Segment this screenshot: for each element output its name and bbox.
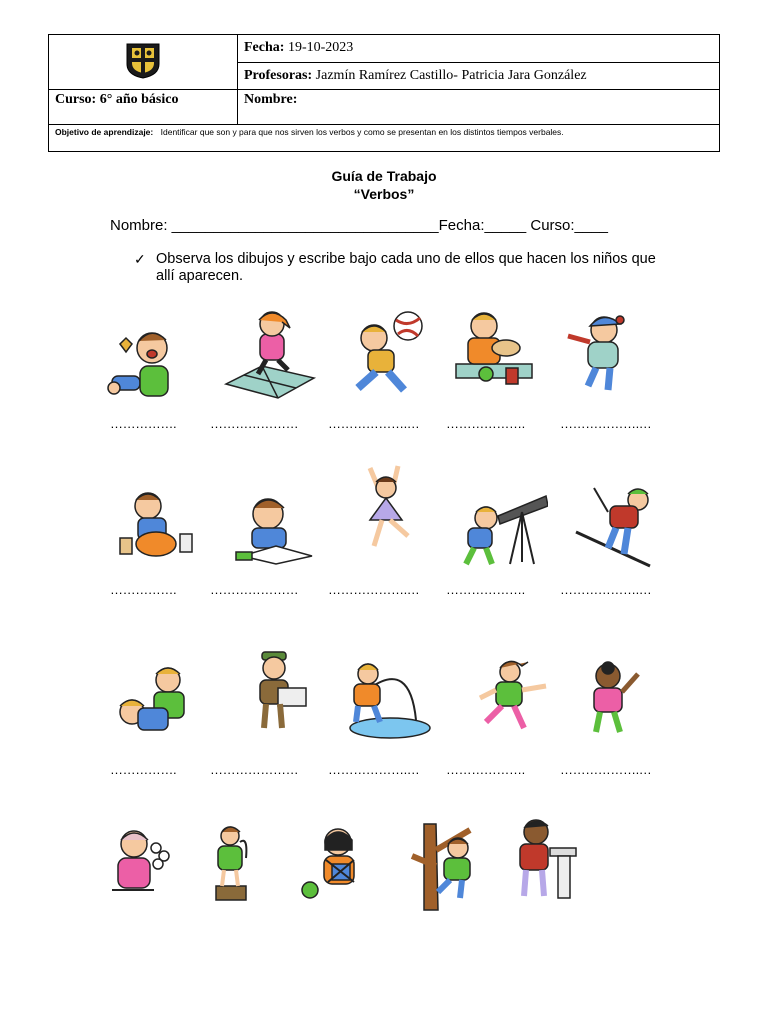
answer-line[interactable]: ………………… xyxy=(210,582,299,597)
boy-reading-icon xyxy=(228,484,324,580)
answer-line[interactable]: ……………….… xyxy=(560,762,652,777)
nombre-cell: Nombre: xyxy=(238,90,720,125)
answer-line[interactable]: ……………….… xyxy=(560,416,652,431)
answer-line[interactable]: ………………. xyxy=(446,582,525,597)
boy-skiing-icon xyxy=(568,478,664,574)
girl-rollerskating-icon xyxy=(466,652,562,748)
header-table xyxy=(48,34,720,152)
page-title xyxy=(0,167,768,203)
boy-eating-icon xyxy=(450,306,546,402)
girl-smelling-flowers-icon xyxy=(104,820,200,916)
objetivo-cell xyxy=(49,125,720,152)
instruction xyxy=(136,251,656,285)
answer-line[interactable]: ……………. xyxy=(110,416,177,431)
profesoras-cell xyxy=(238,62,720,90)
boy-ball-icon xyxy=(346,306,442,402)
fecha-label: Fecha: xyxy=(244,40,285,56)
objetivo-label: Objetivo de aprendizaje: xyxy=(55,127,154,137)
profesoras-label: Profesoras: xyxy=(244,67,313,83)
answer-line[interactable]: ………………. xyxy=(446,416,525,431)
fecha-value: 19-10-2023 xyxy=(287,40,354,56)
title-line-1: Guía de Trabajo xyxy=(331,168,437,184)
boy-climbing-tree-icon xyxy=(404,820,500,916)
student-info-line: Nombre: ________________________________Fecha:_____ Curso:____ xyxy=(110,217,608,234)
scout-boy-icon xyxy=(234,644,330,740)
girl-fishing-icon xyxy=(340,650,436,746)
girl-ballet-icon xyxy=(340,462,436,558)
boys-wrestling-icon xyxy=(108,648,204,744)
girl-singing-icon xyxy=(578,648,674,744)
objetivo-text: Identificar que son y para que nos sirven los verbos y como se presentan en los distintos tiempos verbales. xyxy=(160,127,564,137)
child-crying-icon xyxy=(106,314,202,410)
answer-line[interactable]: ……………. xyxy=(110,582,177,597)
fecha-cell xyxy=(238,35,720,63)
answer-line[interactable]: ……………….… xyxy=(328,582,420,597)
girl-painting-icon xyxy=(208,818,304,914)
title-line-2: “Verbos” xyxy=(353,186,415,202)
answer-line[interactable]: ………………… xyxy=(210,762,299,777)
answer-line[interactable]: ……………….… xyxy=(560,582,652,597)
answer-line[interactable]: ………………… xyxy=(210,416,299,431)
school-logo-cell xyxy=(49,35,238,90)
checkmark-icon: ✓ xyxy=(134,251,146,267)
girl-drinking-fountain-icon xyxy=(506,812,602,908)
boy-cooking-icon xyxy=(114,480,210,576)
answer-line[interactable]: ……………….… xyxy=(328,416,420,431)
school-crest-icon xyxy=(123,40,163,80)
curso-cell: Curso: 6° año básico xyxy=(49,90,238,125)
answer-line[interactable]: ……………. xyxy=(110,762,177,777)
answer-line[interactable]: ……………….… xyxy=(328,762,420,777)
boy-winter-icon xyxy=(560,306,656,402)
answer-line[interactable]: ………………. xyxy=(446,762,525,777)
profesoras-value: Jazmín Ramírez Castillo- Patricia Jara González xyxy=(315,67,587,83)
boy-telescope-icon xyxy=(452,482,548,578)
girl-knitting-icon xyxy=(298,820,394,916)
instruction-text: Observa los dibujos y escribe bajo cada uno de ellos que hacen los niños que allí aparecen. xyxy=(156,251,656,284)
girl-hopscotch-icon xyxy=(222,304,318,400)
